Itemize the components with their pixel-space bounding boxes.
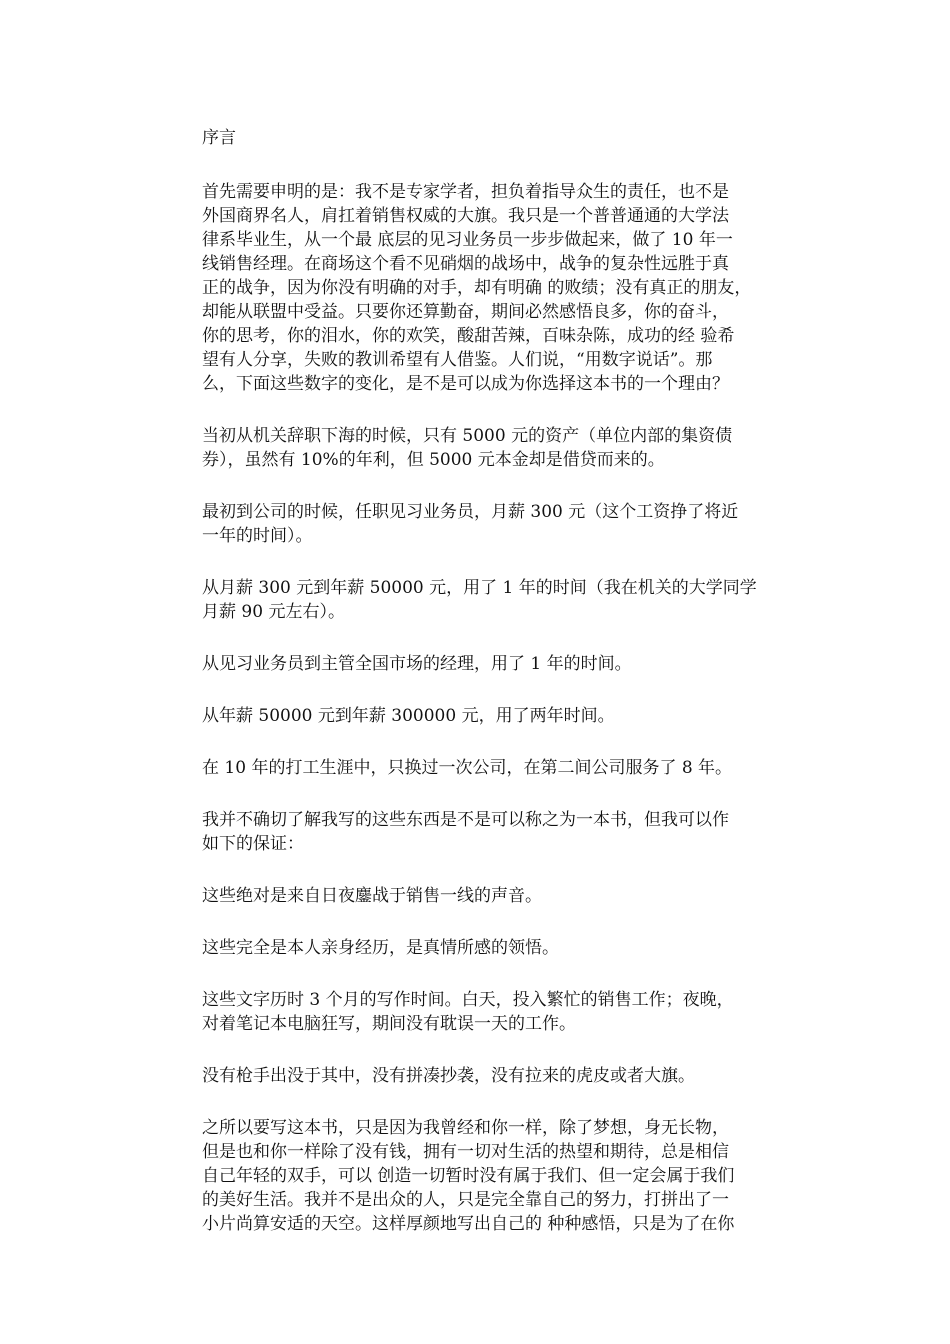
text-line: 月薪 90 元左右）。 [202, 602, 345, 622]
text-line: 律系毕业生，从一个最 底层的见习业务员一步步做起来，做了 10 年一 [202, 230, 733, 250]
text-line: 自己年轻的双手，可以 创造一切暂时没有属于我们、但一定会属于我们 [202, 1166, 735, 1186]
paragraph [202, 1116, 802, 1236]
text-line: 这些文字历时 3 个月的写作时间。白天，投入繁忙的销售工作；夜晚， [202, 990, 734, 1010]
text-line: 首先需要申明的是：我不是专家学者，担负着指导众生的责任，也不是 [202, 182, 729, 202]
text-line: 对着笔记本电脑狂写，期间没有耽误一天的工作。 [202, 1014, 576, 1034]
page-title: 序言 [202, 128, 236, 148]
text-line: 但是也和你一样除了没有钱，拥有一切对生活的热望和期待，总是相信 [202, 1142, 729, 1162]
paragraph [202, 756, 802, 780]
text-line: 当初从机关辞职下海的时候，只有 5000 元的资产（单位内部的集资债 [202, 426, 733, 446]
paragraph [202, 576, 802, 624]
text-line: 线销售经理。在商场这个看不见硝烟的战场中，战争的复杂性远胜于真 [202, 254, 729, 274]
document-body [202, 124, 802, 1264]
text-line: 外国商界名人，肩扛着销售权威的大旗。我只是一个普普通通的大学法 [202, 206, 729, 226]
paragraph [202, 500, 802, 548]
text-line: 么，下面这些数字的变化，是不是可以成为你选择这本书的一个理由？ [202, 374, 729, 394]
paragraph [202, 704, 802, 728]
text-line: 却能从联盟中受益。只要你还算勤奋，期间必然感悟良多，你的奋斗， [202, 302, 729, 322]
paragraph [202, 424, 802, 472]
paragraph [202, 988, 802, 1036]
paragraph [202, 652, 802, 676]
paragraph [202, 936, 802, 960]
text-line: 正的战争，因为你没有明确的对手，却有明确 的败绩；没有真正的朋友， [202, 278, 752, 298]
text-line: 小片尚算安适的天空。这样厚颜地写出自己的 种种感悟，只是为了在你 [202, 1214, 735, 1234]
text-line: 在 10 年的打工生涯中，只换过一次公司，在第二间公司服务了 8 年。 [202, 758, 733, 778]
text-line: 从月薪 300 元到年薪 50000 元，用了 1 年的时间（我在机关的大学同学 [202, 578, 757, 598]
text-line: 一年的时间）。 [202, 526, 313, 546]
text-line: 我并不确切了解我写的这些东西是不是可以称之为一本书，但我可以作 [202, 810, 729, 830]
text-line: 从见习业务员到主管全国市场的经理，用了 1 年的时间。 [202, 654, 632, 674]
paragraph [202, 180, 802, 396]
paragraph [202, 808, 802, 856]
text-line: 最初到公司的时候，任职见习业务员，月薪 300 元（这个工资挣了将近 [202, 502, 739, 522]
text-line: 没有枪手出没于其中，没有拼凑抄袭，没有拉来的虎皮或者大旗。 [202, 1066, 695, 1086]
text-line: 券），虽然有 10%的年利，但 5000 元本金却是借贷而来的。 [202, 450, 665, 470]
text-line: 望有人分享，失败的教训希望有人借鉴。人们说，“用数字说话”。那 [202, 350, 713, 370]
text-line: 如下的保证： [202, 834, 304, 854]
paragraph-list [202, 180, 802, 1236]
text-line: 这些完全是本人亲身经历，是真情所感的领悟。 [202, 938, 559, 958]
text-line: 从年薪 50000 元到年薪 300000 元，用了两年时间。 [202, 706, 615, 726]
text-line: 你的思考，你的泪水，你的欢笑，酸甜苦辣，百味杂陈，成功的经 验希 [202, 326, 735, 346]
text-line: 的美好生活。我并不是出众的人，只是完全靠自己的努力，打拼出了一 [202, 1190, 729, 1210]
paragraph [202, 1064, 802, 1088]
text-line: 这些绝对是来自日夜鏖战于销售一线的声音。 [202, 886, 542, 906]
text-line: 之所以要写这本书，只是因为我曾经和你一样，除了梦想，身无长物， [202, 1118, 729, 1138]
paragraph [202, 884, 802, 908]
